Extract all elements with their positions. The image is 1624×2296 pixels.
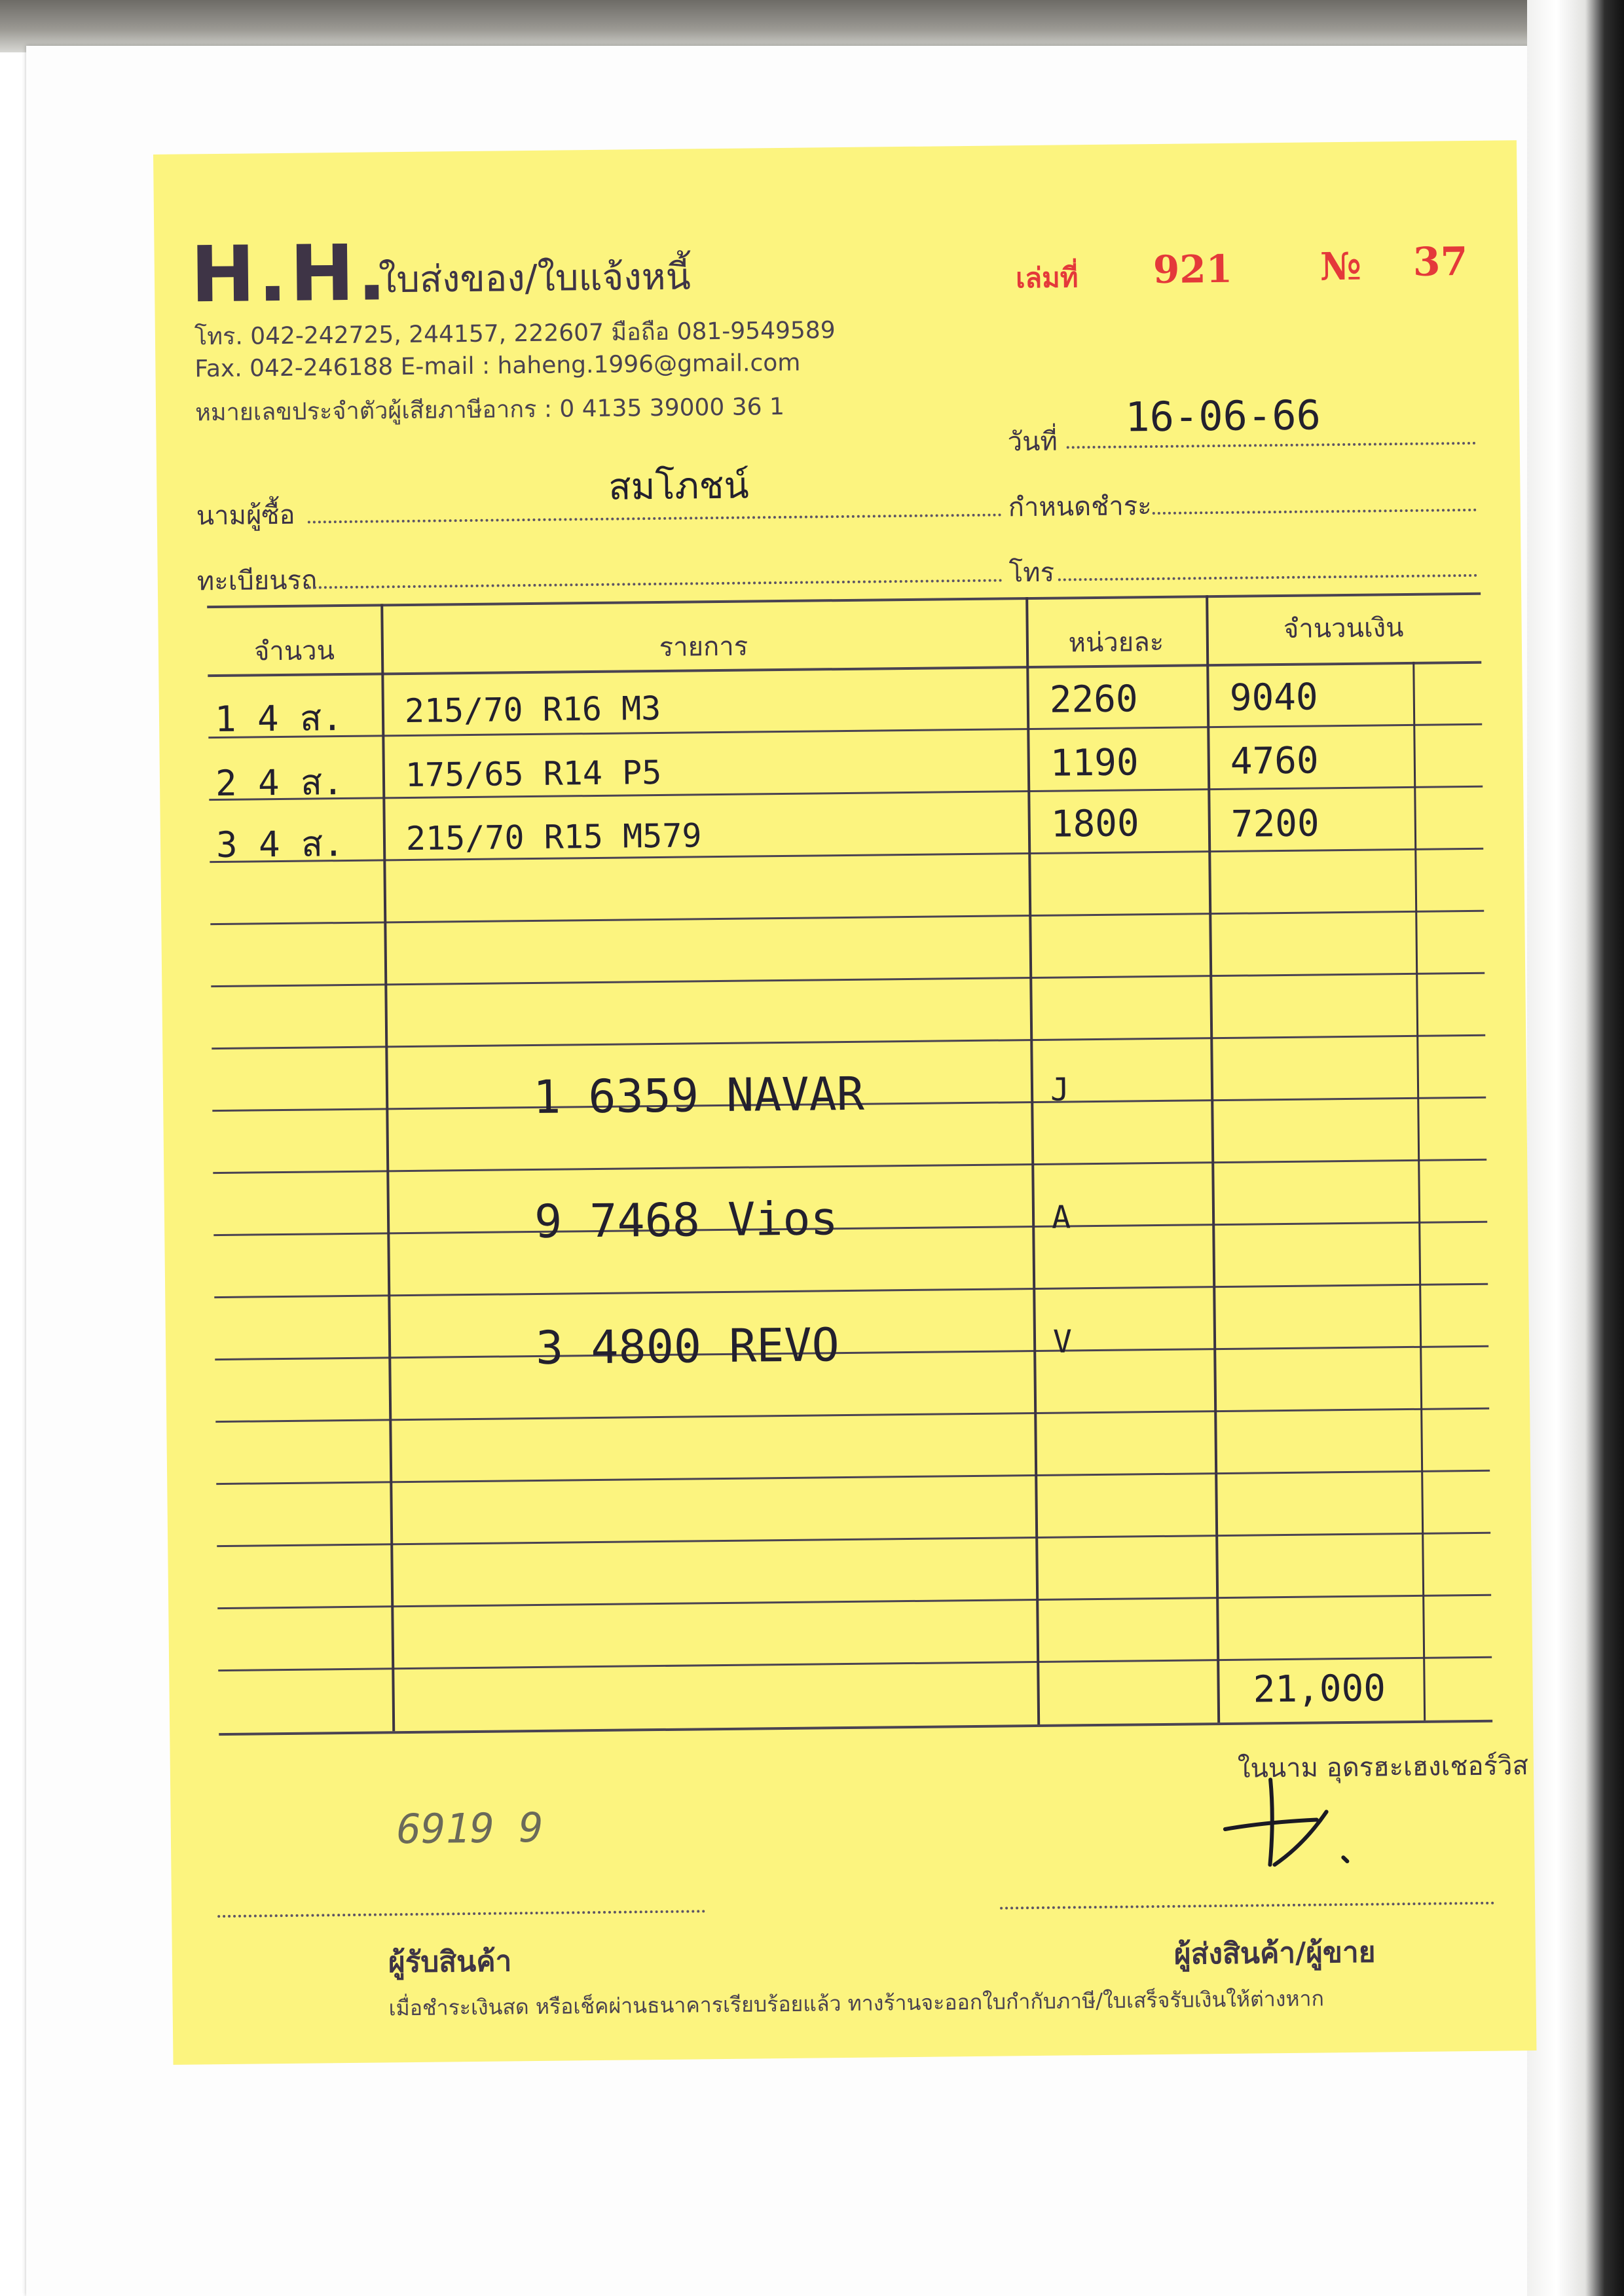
- header-amount: จำนวนเงิน: [1283, 613, 1404, 644]
- row-line: [212, 1034, 1485, 1049]
- header-description: รายการ: [659, 631, 748, 663]
- row-2-unit: 1190: [1050, 741, 1139, 785]
- document-title: ใบส่งของ/ใบแจ้งหนี้: [378, 255, 692, 302]
- on-behalf-text: ในนาม อุดรฮะเฮงเชอร์วิส: [1237, 1751, 1529, 1784]
- row-line: [215, 1408, 1489, 1423]
- phone-underline: [1058, 574, 1477, 581]
- row-3-item: 215/70 R15 M579: [405, 816, 702, 858]
- column-divider: [1206, 595, 1220, 1722]
- header-unit-price: หน่วยละ: [1068, 627, 1164, 659]
- receiver-label: ผู้รับสินค้า: [388, 1944, 512, 1980]
- fax-email-line: Fax. 042-246188 E-mail : haheng.1996@gmail.com: [194, 349, 801, 383]
- due-date-label: กำหนดชำระ: [1008, 491, 1152, 523]
- phone-line: โทร. 042-242725, 244157, 222607 มือถือ 081-9549589: [194, 317, 836, 351]
- row-3-qty: 3 4 ส.: [215, 823, 344, 866]
- row-2-amount: 4760: [1230, 739, 1319, 783]
- due-date-underline: [1153, 509, 1477, 515]
- scanner-top-edge: [0, 0, 1624, 52]
- row-1-item: 215/70 R16 M3: [404, 689, 661, 731]
- date-underline: [1067, 442, 1476, 449]
- total-amount: 21,000: [1253, 1667, 1386, 1711]
- number-label: №: [1320, 244, 1362, 289]
- row-line: [213, 1159, 1486, 1174]
- row-1-amount: 9040: [1229, 676, 1318, 720]
- row-line: [209, 786, 1483, 801]
- note-line-3: 3 4800 REVO: [535, 1318, 840, 1375]
- items-table: [207, 592, 1492, 1736]
- plate-underline: [308, 579, 1003, 589]
- row-2-qty: 2 4 ส.: [215, 761, 344, 805]
- receiver-signature-line: [217, 1910, 705, 1918]
- header-quantity: จำนวน: [253, 636, 335, 667]
- footer-note: เมื่อชำระเงินสด หรือเช็คผ่านธนาคารเรียบร้อยแล้ว ทางร้านจะออกใบกำกับภาษี/ใบเสร็จรับเงินให้ต่างหาก: [388, 1986, 1325, 2021]
- note-line-1: 1 6359 NAVAR: [532, 1066, 865, 1125]
- invoice-slip: [153, 140, 1536, 2065]
- row-line: [217, 1594, 1491, 1609]
- row-line: [213, 1221, 1487, 1236]
- buyer-value: สมโภชน์: [608, 464, 750, 509]
- seller-signature: [1211, 1765, 1383, 1885]
- phone-label: โทร: [1008, 557, 1055, 589]
- sender-label: ผู้ส่งสินค้า/ผู้ขาย: [1173, 1935, 1376, 1971]
- row-line: [216, 1470, 1490, 1485]
- cents-divider: [1412, 662, 1426, 1721]
- row-line: [210, 848, 1483, 863]
- row-line: [215, 1345, 1488, 1360]
- column-divider: [1025, 597, 1040, 1724]
- receiver-signature: 6919 9: [396, 1803, 544, 1853]
- row-3-unit: 1800: [1050, 802, 1139, 846]
- note-mark-3: V: [1052, 1323, 1073, 1360]
- plate-label: ทะเบียนรถ: [196, 565, 318, 597]
- book-number: 921: [1153, 246, 1233, 293]
- row-3-amount: 7200: [1230, 802, 1320, 846]
- tax-id-line: หมายเลขประจำตัวผู้เสียภาษีอากร : 0 4135 39000 36 1: [194, 393, 785, 427]
- note-line-2: 9 7468 Vios: [534, 1192, 839, 1248]
- date-value: 16-06-66: [1124, 391, 1321, 441]
- table-bottom-border: [219, 1720, 1492, 1736]
- serial-number: 37: [1412, 238, 1468, 285]
- sender-signature-line: [1000, 1902, 1494, 1910]
- note-mark-1: J: [1050, 1071, 1070, 1108]
- book-label: เล่มที่: [1015, 261, 1079, 295]
- row-1-qty: 1 4 ส.: [214, 697, 343, 740]
- note-mark-2: A: [1051, 1199, 1071, 1236]
- buyer-label: นามผู้ซื้อ: [196, 500, 295, 532]
- row-line: [214, 1283, 1488, 1298]
- column-divider: [380, 604, 395, 1731]
- row-1-unit: 2260: [1049, 678, 1138, 721]
- row-line: [211, 972, 1485, 987]
- date-label: วันที่: [1007, 426, 1058, 458]
- row-line: [210, 910, 1484, 925]
- row-2-item: 175/65 R14 P5: [405, 753, 662, 795]
- scanner-right-edge: [1527, 0, 1624, 2296]
- row-line: [208, 723, 1482, 738]
- row-line: [217, 1532, 1490, 1547]
- table-top-border: [207, 592, 1481, 608]
- company-logo: H.H.: [190, 227, 390, 320]
